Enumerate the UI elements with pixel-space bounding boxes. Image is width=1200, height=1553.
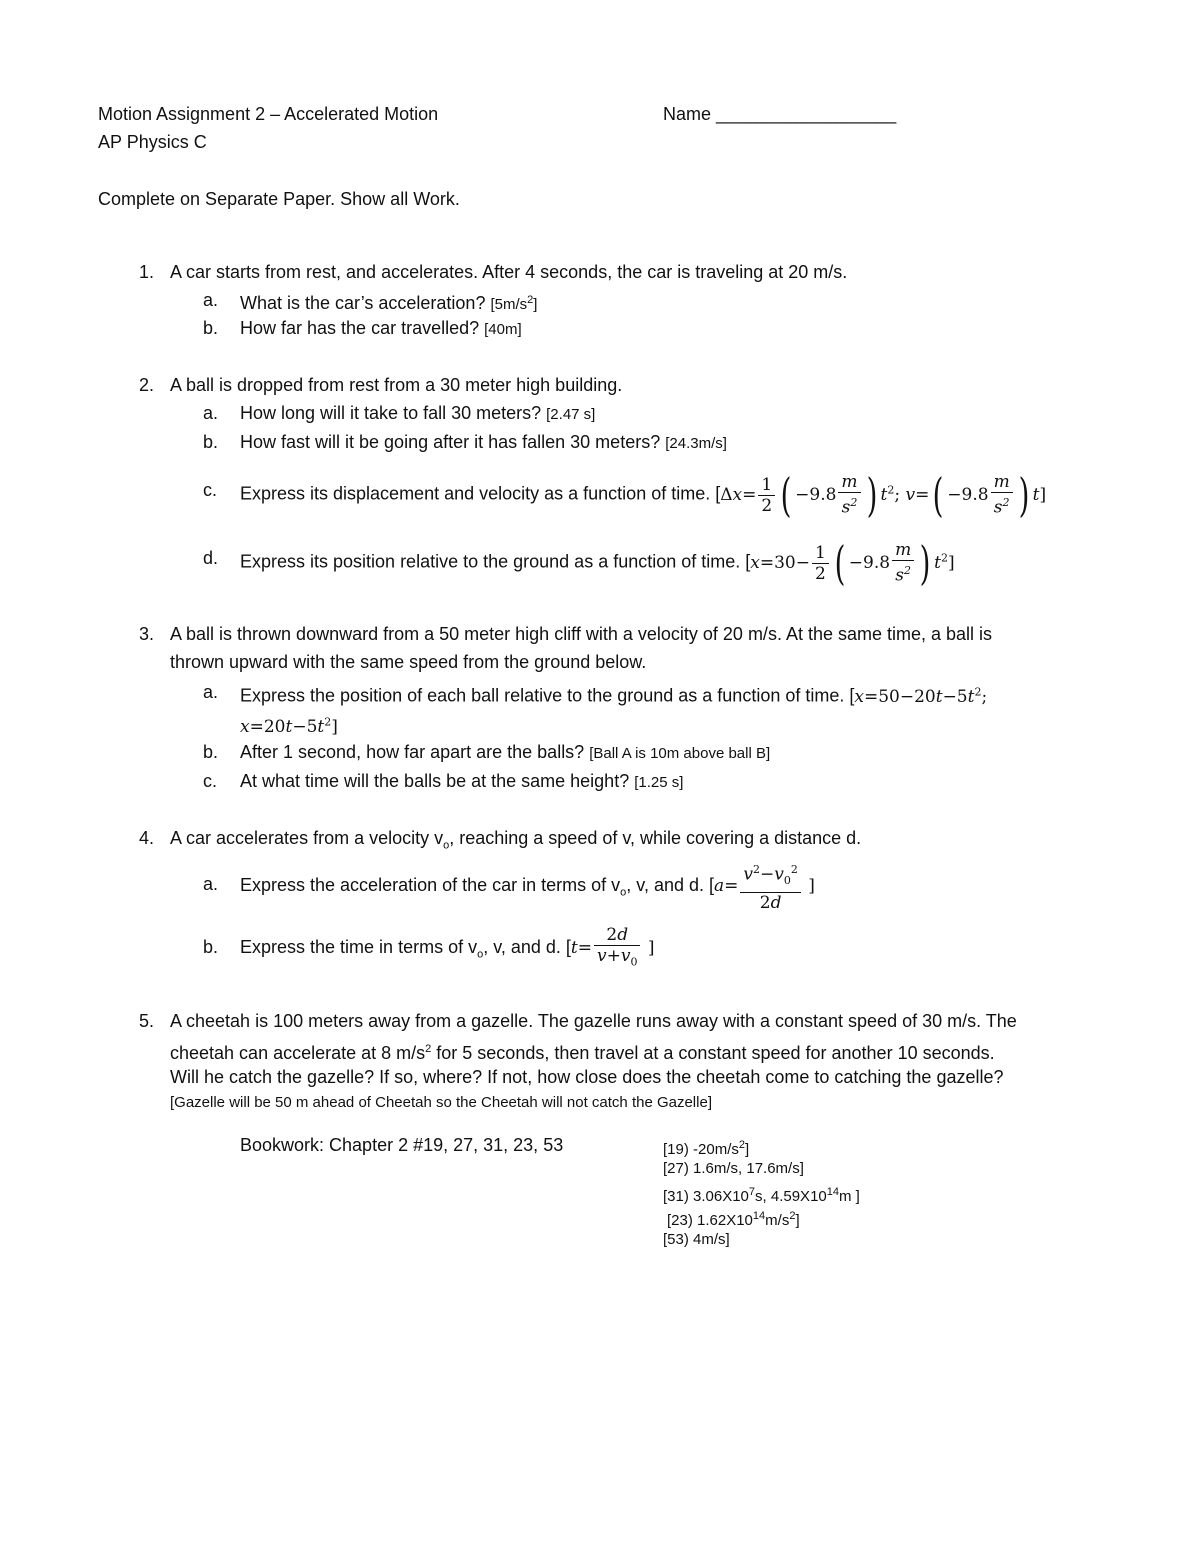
question-3-line-1: A ball is thrown downward from a 50 meter high cliff with a velocity of 20 m/s. At the same time, a ball is xyxy=(170,624,993,644)
question-4a-text: Express the acceleration of the car in terms of $v_o$, v, and d. [ xyxy=(240,875,715,899)
answer-4a-equation: a= $\frac{v^2-v_0^2}{2d}$ ] xyxy=(714,876,815,896)
question-3a xyxy=(240,680,987,709)
answer-5: [Gazelle will be 50 m ahead of Cheetah so the Cheetah will not catch the Gazelle] xyxy=(170,1094,712,1111)
question-2a xyxy=(240,401,595,427)
question-number: 1. xyxy=(138,262,154,282)
bookwork-answer-31: [31) $3.06X10^7s$, $4.59X10^{14}m$ ] xyxy=(663,1186,860,1205)
question-3c xyxy=(240,769,683,795)
question-1-text: A car starts from rest, and accelerates. After 4 seconds, the car is traveling at 20 m/s. xyxy=(170,262,848,282)
answer-2b: [24.3m/s] xyxy=(665,435,727,452)
bookwork-label: Bookwork: Chapter 2 #19, 27, 31, 23, 53 xyxy=(240,1135,564,1155)
part-letter: b. xyxy=(203,742,219,762)
question-2b-text: How fast will it be going after it has fallen 30 meters? xyxy=(240,432,666,452)
question-number: 4. xyxy=(138,828,154,848)
answer-2d-equation: x=30− $\frac{1}{2}$ ( −9.8 $\frac{m}{s^2}$ ) $t^2$] xyxy=(750,536,955,591)
question-1a xyxy=(240,288,537,317)
document-title: Motion Assignment 2 – Accelerated Motion xyxy=(98,104,439,124)
part-letter: b. xyxy=(203,937,219,957)
question-2c-text: Express its displacement and velocity as a function of time. [ xyxy=(240,483,721,504)
part-letter: a. xyxy=(203,874,219,894)
question-3-line-2: thrown upward with the same speed from the ground below. xyxy=(170,652,647,672)
question-2d xyxy=(240,523,955,593)
question-2c xyxy=(240,455,1046,525)
answer-3a-eq-2: $x=20t-5t^2$] xyxy=(240,715,338,737)
question-4b-text: Express the time in terms of $v_o$, v, and d. [ xyxy=(240,937,571,961)
part-letter: b. xyxy=(203,318,219,338)
question-4a xyxy=(240,850,815,920)
part-letter: a. xyxy=(203,682,219,702)
question-3b-text: After 1 second, how far apart are the balls? xyxy=(240,742,590,762)
bookwork-answer-53: [53) 4m/s] xyxy=(663,1231,730,1248)
name-label: Name xyxy=(663,104,712,124)
part-letter: a. xyxy=(203,403,219,423)
question-2d-text: Express its position relative to the ground as a function of time. [ xyxy=(240,551,751,572)
question-2-text: A ball is dropped from rest from a 30 meter high building. xyxy=(170,375,623,395)
bookwork-answer-19: [19) $-20m/s^2$] xyxy=(663,1139,750,1158)
question-3a-text: Express the position of each ball relative to the ground as a function of time. [ xyxy=(240,685,855,706)
name-line: __________________ xyxy=(716,104,897,124)
answer-3a-eq-1: $x=50-20t-5t^2$; xyxy=(854,685,988,707)
question-5-line-2: cheetah can accelerate at 8 $m/s^2$ for 5 seconds, then travel at a constant speed for another 10 seconds. xyxy=(170,1043,995,1063)
question-4-text: A car accelerates from a velocity $v_o$, reaching a speed of v, while covering a distance d. xyxy=(170,828,862,852)
part-letter: b. xyxy=(203,432,219,452)
question-number: 2. xyxy=(138,375,154,395)
bookwork-answer-27: [27) 1.6m/s, 17.6m/s] xyxy=(663,1160,804,1177)
part-letter: a. xyxy=(203,290,219,310)
question-number: 3. xyxy=(138,624,154,644)
part-letter: d. xyxy=(203,548,219,568)
question-number: 5. xyxy=(138,1011,154,1031)
question-1b-text: How far has the car travelled? xyxy=(240,318,485,338)
answer-1b: [40m] xyxy=(484,321,522,338)
question-3b xyxy=(240,740,770,766)
answer-4b-equation: t= $\frac{2d}{v+v_0}$ ] xyxy=(570,924,655,969)
question-2b xyxy=(240,430,727,456)
answer-2a: [2.47 s] xyxy=(546,406,596,423)
course-name: AP Physics C xyxy=(98,132,207,152)
answer-3c: [1.25 s] xyxy=(634,774,684,791)
instructions: Complete on Separate Paper. Show all Work. xyxy=(98,189,460,209)
question-1b xyxy=(240,316,522,342)
answer-1a: $[5m/s^2]$ xyxy=(490,294,538,313)
question-5-line-3: Will he catch the gazelle? If so, where? If not, how close does the cheetah come to catching the gazelle? xyxy=(170,1067,1004,1087)
question-3c-text: At what time will the balls be at the same height? xyxy=(240,771,635,791)
answer-2c-equation: Δx= $\frac{1}{2}$ ( −9.8 $\frac{m}{s^2}$ ) $t^2$; v=( −9.8 $\frac{m}{s^2}$ ) t] xyxy=(720,468,1047,523)
answer-3b: [Ball A is 10m above ball B] xyxy=(589,745,771,762)
question-1a-text: What is the car’s acceleration? xyxy=(240,293,491,313)
question-5-line-1: A cheetah is 100 meters away from a gazelle. The gazelle runs away with a constant speed of 30 m/s. The xyxy=(170,1011,1017,1031)
name-field xyxy=(663,102,896,126)
bookwork-answer-23: [23) $1.62X10^{14}m/s^2$] xyxy=(667,1210,800,1229)
part-letter: c. xyxy=(203,480,218,500)
question-2a-text: How long will it take to fall 30 meters? xyxy=(240,403,547,423)
part-letter: c. xyxy=(203,771,218,791)
question-4b xyxy=(240,912,655,982)
